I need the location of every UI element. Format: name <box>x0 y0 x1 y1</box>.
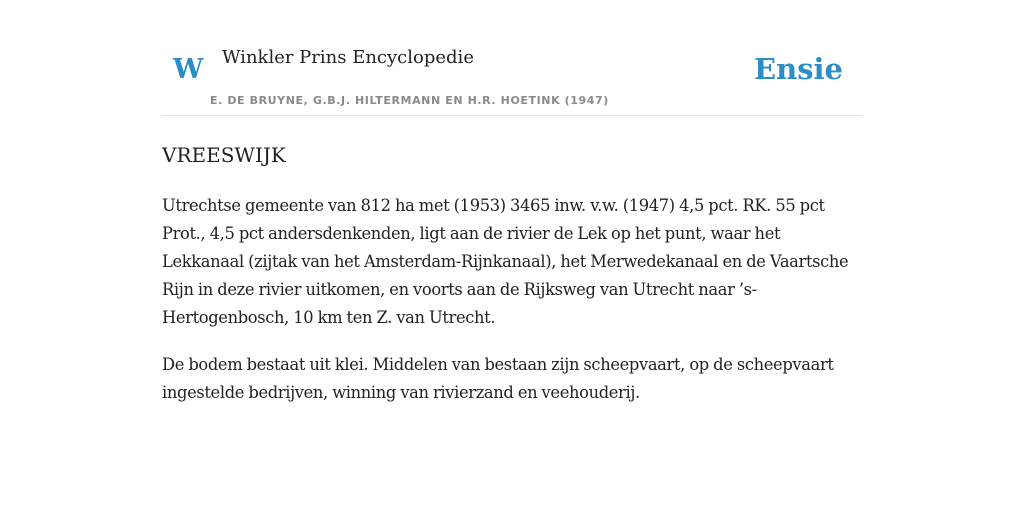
ensie-logo-link[interactable]: Ensie <box>754 52 843 86</box>
winkler-prins-logo[interactable]: W <box>173 54 204 85</box>
content-container <box>162 0 862 402</box>
entry-body <box>162 192 862 426</box>
entry-paragraph: De bodem bestaat uit klei. Middelen van bestaan zijn scheepvaart, op de scheepvaart ingestelde bedrijven, winning van rivierzand en veehouderij. <box>162 355 834 402</box>
entry-title: VREESWIJK <box>162 143 286 167</box>
entry-paragraph: Utrechtse gemeente van 812 ha met (1953) 3465 inw. v.w. (1947) 4,5 pct. RK. 55 pct Prot., 4,5 pct andersdenkenden, ligt aan de rivier de Lek op het punt, waar het Lekkanaal (zijtak van het Amsterdam-Rijnkanaal), het Merwedekanaal en de Vaartsche Rijn in deze rivier uitkomen, en voorts aan de Rijksweg van Utrecht naar ’s-Hertogenbosch, 10 km ten Z. van Utrecht. <box>162 196 849 327</box>
book-title-link[interactable]: Winkler Prins Encyclopedie <box>222 47 474 68</box>
header <box>162 0 862 116</box>
authors-line: E. DE BRUYNE, G.B.J. HILTERMANN EN H.R. HOETINK (1947) <box>210 94 609 107</box>
